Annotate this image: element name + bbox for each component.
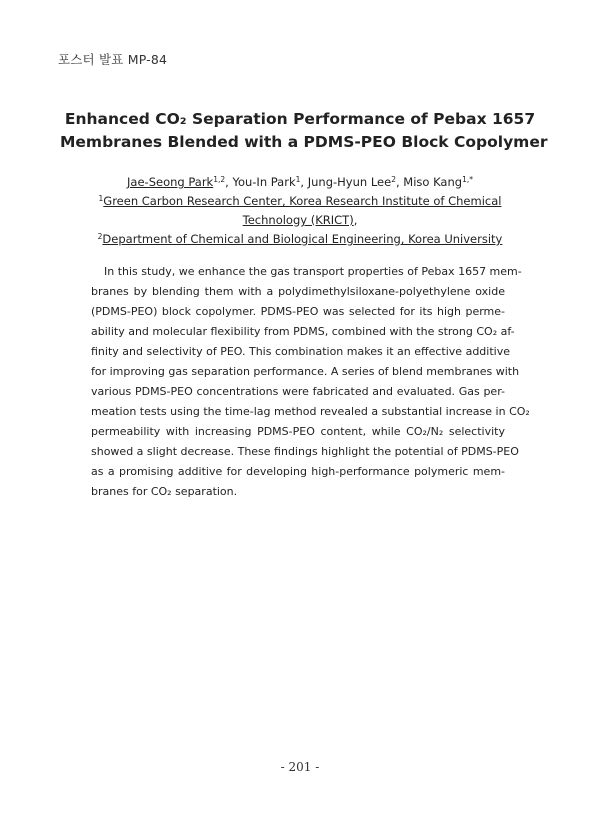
affiliation-1: [60, 192, 540, 211]
author-name: You-In Park: [232, 175, 296, 189]
affiliation-1-trailing: ,: [353, 213, 358, 227]
abstract-line: (PDMS-PEO) block copolymer. PDMS-PEO was selected for its high perme-: [91, 305, 505, 318]
author-affiliation-mark: 1,2: [213, 175, 226, 184]
affiliation-2-text: Department of Chemical and Biological Engineering, Korea University: [102, 232, 503, 246]
affiliation-1-text: Green Carbon Research Center, Korea Research Institute of Chemical: [103, 194, 502, 208]
authors-affiliations: [60, 173, 540, 249]
author-affiliation-mark: 1: [295, 175, 301, 184]
abstract-line: finity and selectivity of PEO. This combination makes it an effective additive: [91, 345, 510, 358]
abstract-line: branes by blending them with a polydimethylsiloxane-polyethylene oxide: [91, 285, 505, 298]
affiliation-1-text-continued: Technology (KRICT): [242, 213, 354, 227]
affiliation-1-mark: 1: [98, 194, 104, 203]
author-separator: ,: [300, 175, 308, 189]
author-separator: ,: [395, 175, 404, 189]
paper-title: [60, 108, 548, 154]
author-separator: ,: [225, 175, 233, 189]
affiliation-2-mark: 2: [97, 232, 103, 241]
abstract-line: various PDMS-PEO concentrations were fabricated and evaluated. Gas per-: [91, 385, 505, 398]
author-name: Miso Kang: [403, 175, 463, 189]
title-line-2: Membranes Blended with a PDMS-PEO Block Copolymer: [60, 133, 548, 151]
abstract-line: branes for CO₂ separation.: [91, 485, 238, 498]
abstract-line: permeability with increasing PDMS-PEO content, while CO₂/N₂ selectivity: [91, 425, 505, 438]
author-list: [60, 173, 540, 192]
abstract-body: [91, 262, 530, 502]
affiliation-2: [60, 230, 540, 249]
affiliation-1-continued: [60, 211, 540, 230]
author-affiliation-mark: 1,*: [462, 175, 473, 184]
title-line-1: Enhanced CO₂ Separation Performance of Pebax 1657: [64, 110, 536, 128]
author-affiliation-mark: 2: [391, 175, 396, 184]
author-name: Jung-Hyun Lee: [307, 175, 392, 189]
page-number: - 201 -: [280, 760, 320, 774]
session-label: 포스터 발표 MP-84: [58, 52, 168, 67]
abstract-line: for improving gas separation performance. A series of blend membranes with: [91, 365, 520, 378]
abstract-line: In this study, we enhance the gas transport properties of Pebax 1657 mem-: [104, 265, 522, 278]
abstract-line: showed a slight decrease. These findings highlight the potential of PDMS-PEO: [91, 445, 519, 458]
abstract-line: ability and molecular flexibility from PDMS, combined with the strong CO₂ af-: [91, 325, 515, 338]
abstract-line: as a promising additive for developing high-performance polymeric mem-: [91, 465, 505, 478]
abstract-line: meation tests using the time-lag method revealed a substantial increase in CO₂: [91, 405, 530, 418]
author-name: Jae-Seong Park: [127, 175, 214, 189]
